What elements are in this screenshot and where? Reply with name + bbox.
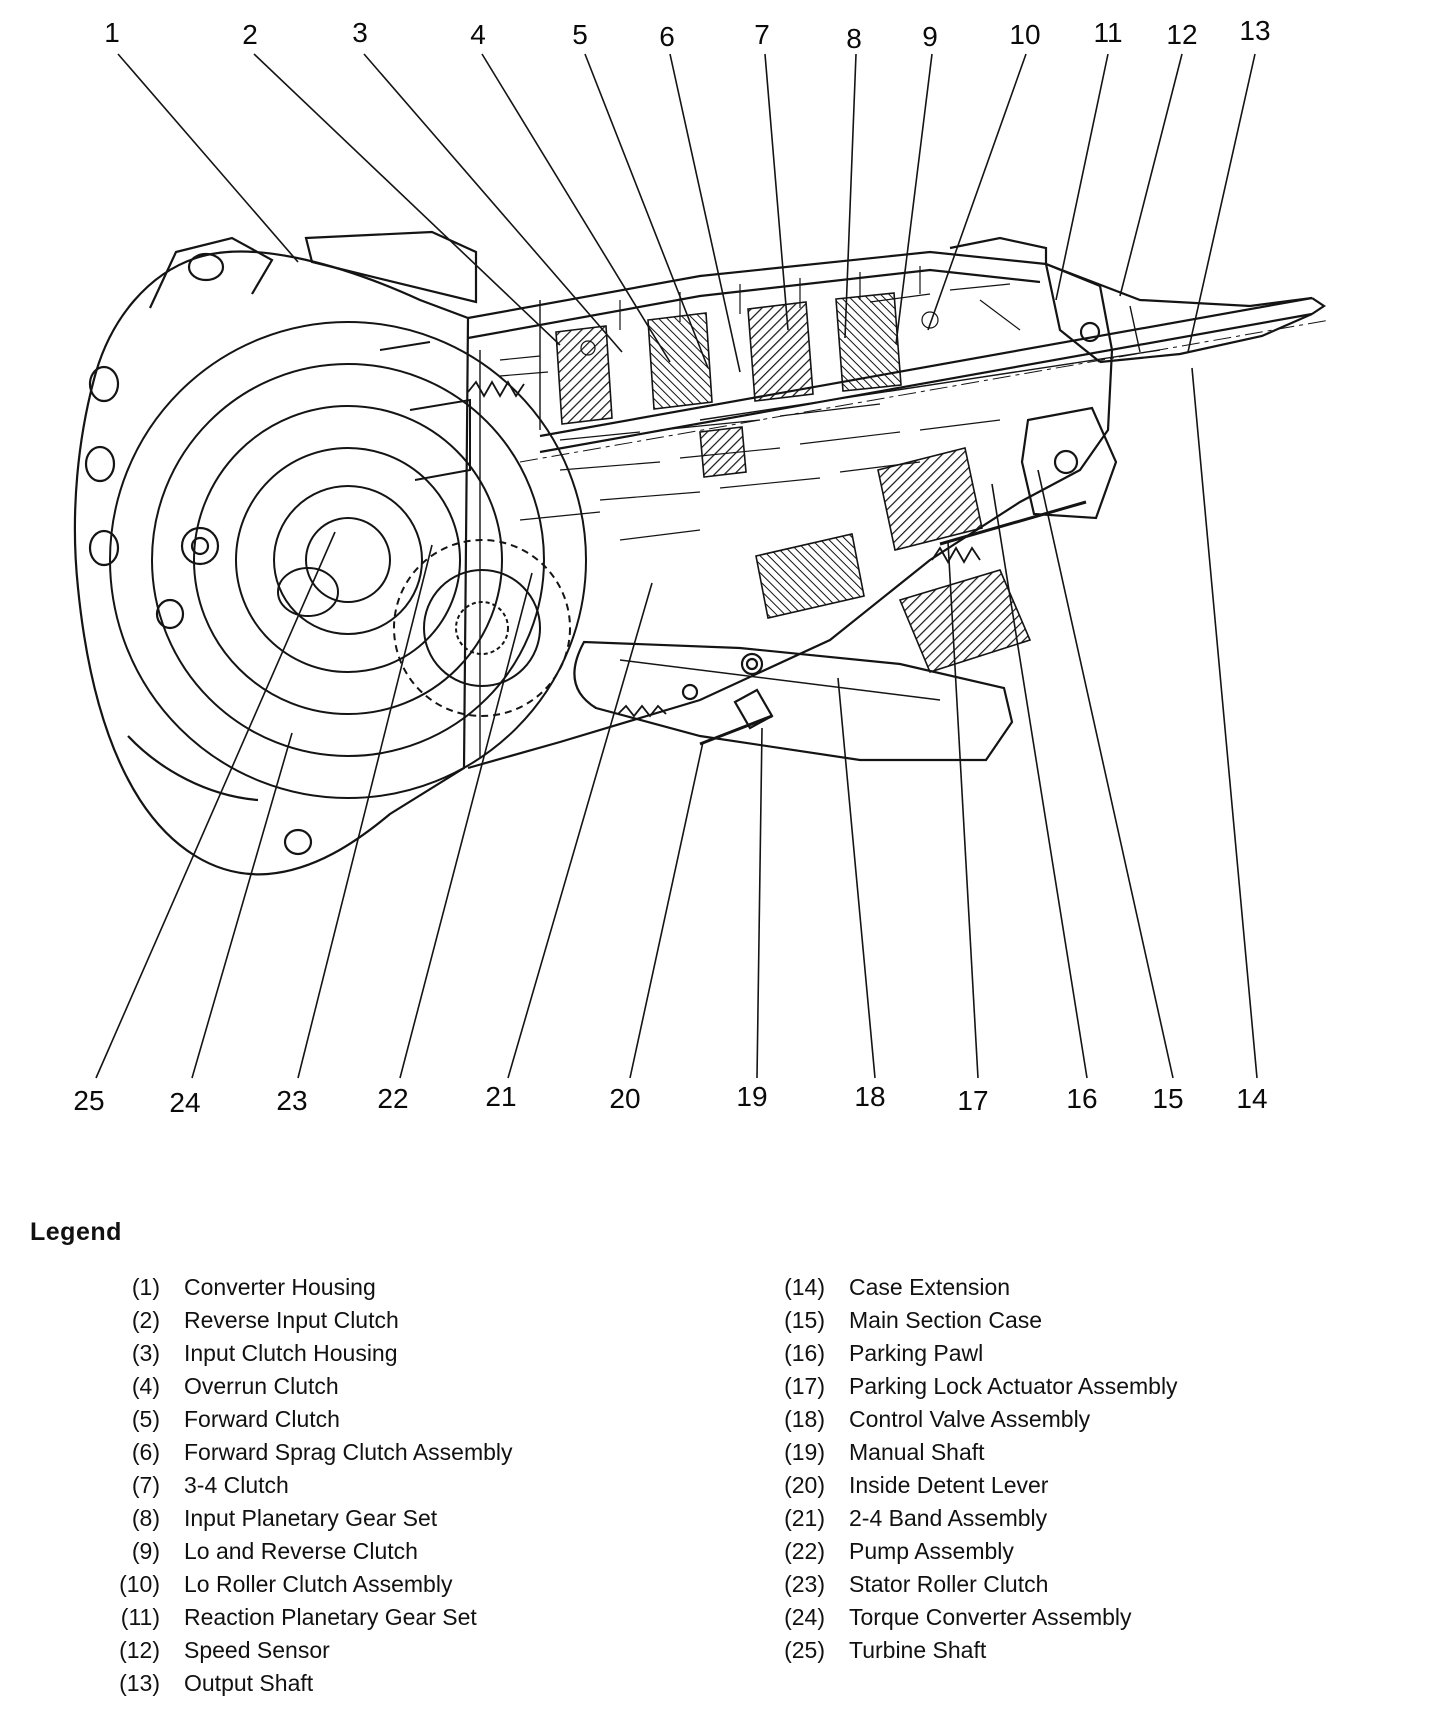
legend-item-number: (12) — [119, 1637, 160, 1663]
mount-bracket — [1022, 408, 1116, 518]
legend-item-label: Stator Roller Clutch — [849, 1571, 1049, 1597]
legend-item — [690, 1535, 1370, 1568]
legend-item-label: 2-4 Band Assembly — [849, 1505, 1048, 1531]
legend-item — [40, 1337, 690, 1370]
legend-item-label: Control Valve Assembly — [849, 1406, 1091, 1432]
legend-item-label: Main Section Case — [849, 1307, 1043, 1333]
callout-number-19: 19 — [736, 1081, 768, 1112]
leader-lines — [96, 54, 1257, 1078]
legend-item — [690, 1634, 1370, 1667]
legend-item-label: Manual Shaft — [849, 1439, 985, 1465]
callout-number-14: 14 — [1236, 1083, 1268, 1114]
legend-item-number: (18) — [784, 1406, 825, 1432]
legend-item-label: Input Planetary Gear Set — [184, 1505, 438, 1531]
callout-number-22: 22 — [377, 1083, 409, 1114]
legend-item-number: (17) — [784, 1373, 825, 1399]
legend-item-label: Forward Clutch — [184, 1406, 340, 1432]
legend-item-number: (10) — [119, 1571, 160, 1597]
legend-item-number: (20) — [784, 1472, 825, 1498]
legend-item-label: Inside Detent Lever — [849, 1472, 1049, 1498]
legend-item-label: Lo and Reverse Clutch — [184, 1538, 418, 1564]
legend-item-number: (11) — [120, 1604, 160, 1630]
legend-column-left — [40, 1271, 690, 1700]
legend-item-label: Converter Housing — [184, 1274, 376, 1300]
callout-number-18: 18 — [854, 1081, 886, 1112]
bell-housing-outline — [75, 232, 476, 874]
callout-number-24: 24 — [169, 1087, 201, 1118]
callout-number-11: 11 — [1093, 17, 1123, 48]
legend-item-number: (19) — [784, 1439, 825, 1465]
legend-item — [40, 1535, 690, 1568]
legend-item — [690, 1337, 1370, 1370]
legend-item-number: (15) — [784, 1307, 825, 1333]
case-extension — [1046, 264, 1312, 362]
legend-item-label: Parking Pawl — [849, 1340, 984, 1366]
legend-columns — [0, 1271, 1456, 1700]
callout-number-4: 4 — [470, 19, 486, 50]
legend-item — [690, 1436, 1370, 1469]
output-shaft — [520, 298, 1330, 462]
callout-number-17: 17 — [957, 1085, 989, 1116]
callout-number-15: 15 — [1152, 1083, 1184, 1114]
callout-number-25: 25 — [73, 1085, 105, 1116]
legend-item-number: (9) — [131, 1538, 160, 1564]
legend-item-number: (21) — [784, 1505, 825, 1531]
legend-item-number: (7) — [131, 1472, 160, 1498]
callout-number-16: 16 — [1066, 1083, 1098, 1114]
legend-item-label: Forward Sprag Clutch Assembly — [184, 1439, 513, 1465]
legend-item — [40, 1304, 690, 1337]
legend-item — [690, 1502, 1370, 1535]
legend-item-number: (25) — [784, 1637, 825, 1663]
ring-gear — [394, 540, 570, 716]
legend-item-label: Lo Roller Clutch Assembly — [184, 1571, 453, 1597]
legend-item-number: (1) — [131, 1274, 160, 1300]
legend-item-number: (3) — [131, 1340, 160, 1366]
legend-item-label: Speed Sensor — [184, 1637, 330, 1663]
legend-item-label: Torque Converter Assembly — [849, 1604, 1132, 1630]
legend-item — [690, 1271, 1370, 1304]
callout-number-6: 6 — [659, 21, 675, 52]
legend-item — [40, 1469, 690, 1502]
legend-item — [690, 1568, 1370, 1601]
callout-number-13: 13 — [1239, 15, 1271, 46]
legend-item — [40, 1568, 690, 1601]
legend-item-number: (22) — [784, 1538, 825, 1564]
legend-item — [40, 1667, 690, 1700]
legend-item — [40, 1271, 690, 1304]
legend-item-number: (4) — [131, 1373, 160, 1399]
legend-item-number: (8) — [131, 1505, 160, 1531]
legend-item-label: Overrun Clutch — [184, 1373, 339, 1399]
legend-item-number: (16) — [784, 1340, 825, 1366]
legend-item-label: Reaction Planetary Gear Set — [184, 1604, 477, 1630]
legend-title: Legend — [30, 1218, 122, 1246]
legend-item-label: Parking Lock Actuator Assembly — [849, 1373, 1178, 1399]
callout-number-5: 5 — [572, 19, 588, 50]
callout-number-7: 7 — [754, 19, 770, 50]
callout-number-1: 1 — [104, 17, 120, 48]
legend-item — [40, 1634, 690, 1667]
legend-item-label: 3-4 Clutch — [184, 1472, 289, 1498]
legend-item — [40, 1502, 690, 1535]
legend-item-number: (13) — [119, 1670, 160, 1696]
legend-item — [690, 1403, 1370, 1436]
legend-item — [690, 1469, 1370, 1502]
legend-item-number: (5) — [131, 1406, 160, 1432]
legend-item-label: Case Extension — [849, 1274, 1011, 1300]
callout-number-9: 9 — [922, 21, 938, 52]
legend-column-right — [690, 1271, 1370, 1667]
callout-number-12: 12 — [1166, 19, 1198, 50]
legend-item-label: Output Shaft — [184, 1670, 314, 1696]
legend-item-label: Pump Assembly — [849, 1538, 1014, 1564]
legend-item — [690, 1370, 1370, 1403]
legend-item — [40, 1601, 690, 1634]
legend-item — [40, 1403, 690, 1436]
legend-item-number: (14) — [784, 1274, 825, 1300]
callout-number-10: 10 — [1009, 19, 1041, 50]
callout-number-2: 2 — [242, 19, 258, 50]
callout-number-21: 21 — [485, 1081, 517, 1112]
legend-item-label: Input Clutch Housing — [184, 1340, 398, 1366]
legend-item-label: Turbine Shaft — [849, 1637, 987, 1663]
legend-item-number: (24) — [784, 1604, 825, 1630]
legend-item — [40, 1370, 690, 1403]
legend-item-number: (23) — [784, 1571, 825, 1597]
callout-number-23: 23 — [276, 1085, 308, 1116]
legend-item-number: (6) — [131, 1439, 160, 1465]
legend-item — [690, 1601, 1370, 1634]
legend-item — [40, 1436, 690, 1469]
legend-item-number: (2) — [131, 1307, 160, 1333]
callout-number-8: 8 — [846, 23, 862, 54]
clutch-pack-hatching — [556, 293, 1030, 672]
legend-section — [0, 1218, 1456, 1700]
legend-item-label: Reverse Input Clutch — [184, 1307, 399, 1333]
callout-number-3: 3 — [352, 17, 368, 48]
callout-number-20: 20 — [609, 1083, 641, 1114]
legend-item — [690, 1304, 1370, 1337]
